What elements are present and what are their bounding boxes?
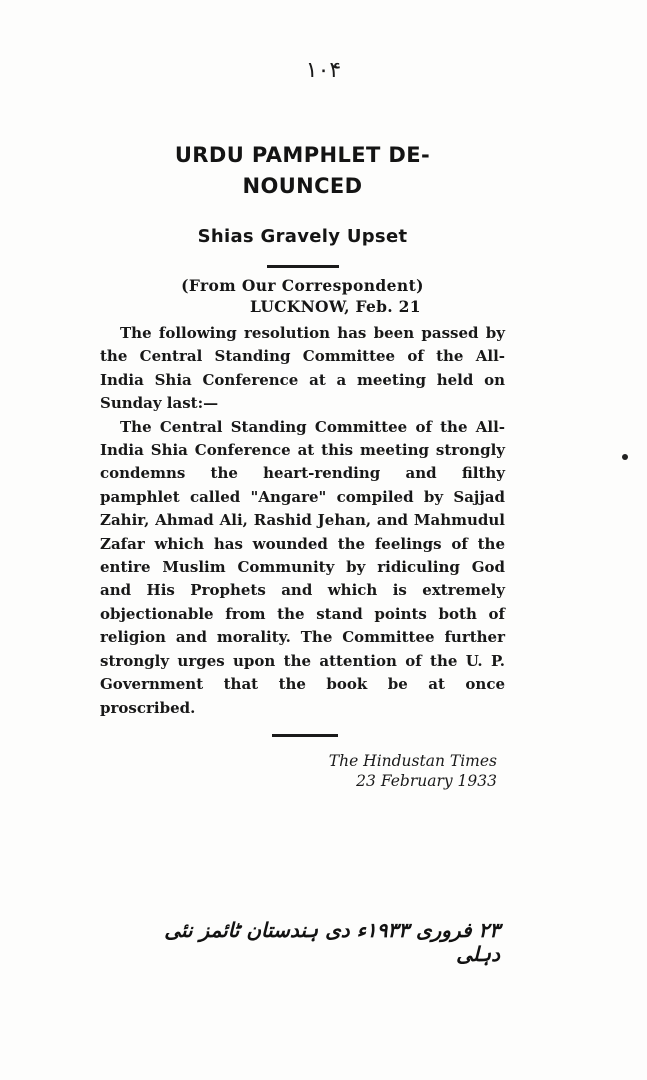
source-date: 23 February 1933: [356, 771, 497, 790]
closing-divider: [272, 734, 338, 737]
dateline: LUCKNOW, Feb. 21: [250, 297, 421, 316]
newspaper-clipping: [100, 130, 505, 791]
source-name: The Hindustan Times: [328, 751, 497, 770]
correspondent-credit: (From Our Correspondent): [181, 276, 424, 295]
article-subheadline: Shias Gravely Upset: [197, 226, 408, 247]
article-headline: [100, 140, 505, 202]
headline-line-2: NOUNCED: [242, 174, 363, 198]
scan-speck: [622, 454, 628, 460]
headline-line-1: URDU PAMPHLET DE-: [174, 143, 431, 167]
source-attribution: [100, 751, 505, 791]
headline-divider: [267, 265, 339, 268]
paragraph-2: The Central Standing Committee of the All-India Shia Conference at this meeting strongly condemns the heart-rending and filthy pamphlet called "Angare" compiled by Sajjad Zahir, Ahmad Ali, Rashid Jehan, and Mahmudul Zafar which has wounded the feelings of the entire Muslim Community by ridiculing God and His Prophets and which is extremely objectionable from the stand points both of religion and morality. The Committee further strongly urges upon the attention of the U. P. Government that the book be at once proscribed.: [100, 417, 505, 717]
urdu-caption: ۲۳ فروری ۱۹۳۳ء دی ہندستان ٹائمز نئی دہلی: [164, 918, 500, 966]
article-body: [100, 322, 505, 720]
page-number: ۱۰۴: [305, 58, 342, 83]
paragraph-1: The following resolution has been passed by the Central Standing Committee of the All-India Shia Conference at a meeting held on Sunday last:—: [100, 324, 505, 413]
